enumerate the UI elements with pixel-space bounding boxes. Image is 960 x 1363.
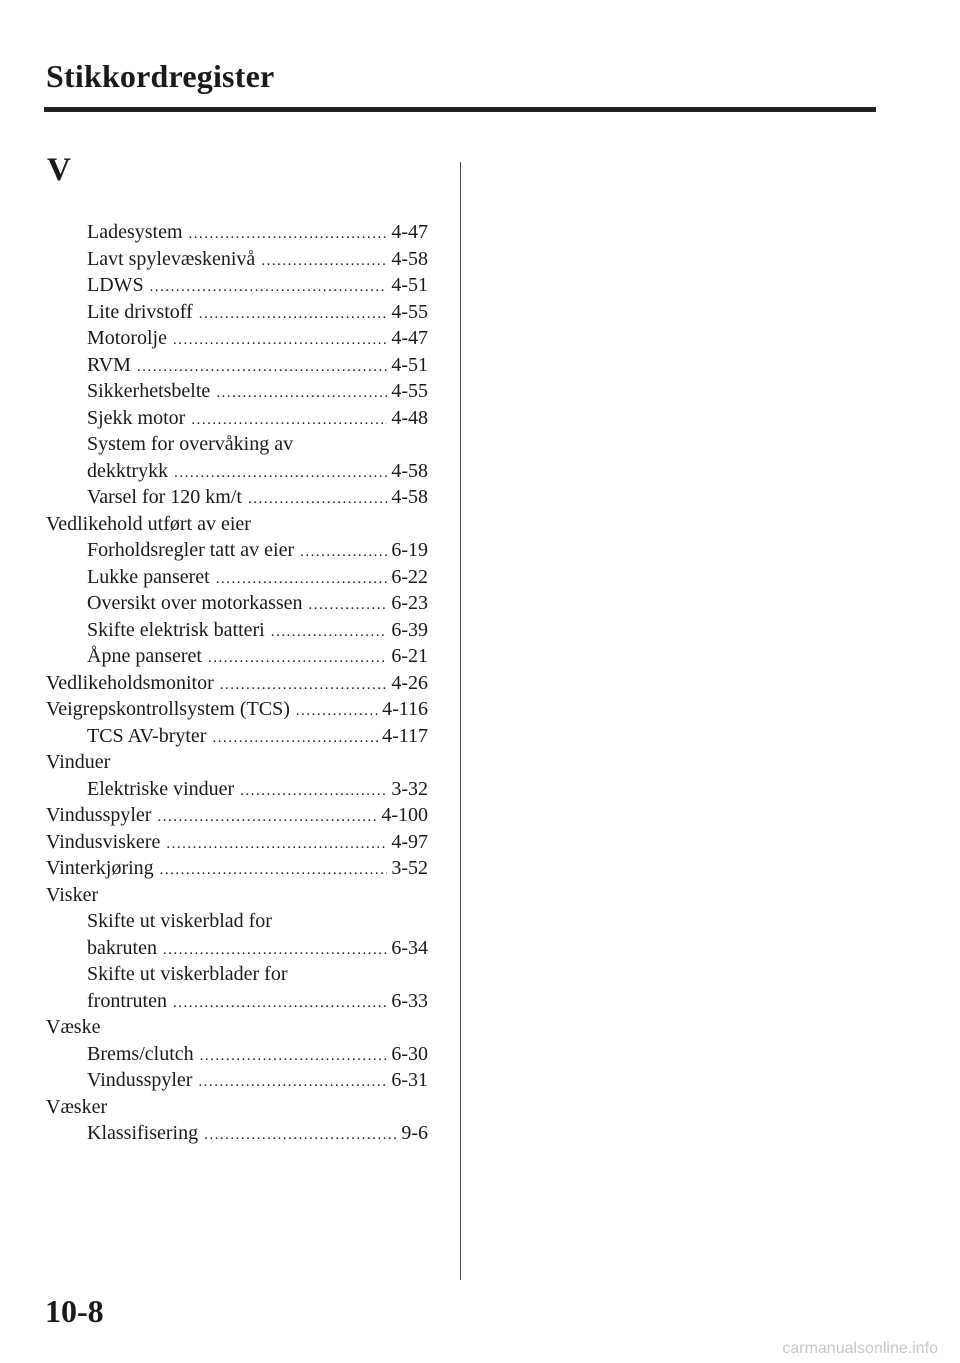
index-entry-label: Skifte elektrisk batteri [87, 618, 265, 641]
index-entry-label: Lite drivstoff [87, 300, 193, 323]
dot-leader [163, 937, 387, 964]
dot-leader [204, 1122, 397, 1149]
index-entry-label: RVM [87, 353, 131, 376]
dot-leader [166, 831, 387, 858]
index-entry-label: Vindusviskere [46, 830, 161, 853]
index-entry-label: Lavt spylevæskenivå [87, 247, 256, 270]
dot-leader [271, 619, 388, 646]
index-entry-page: 6-21 [391, 645, 428, 667]
index-entry-page: 6-30 [391, 1042, 428, 1065]
index-entry-page: 6-33 [391, 989, 428, 1012]
index-entry-page: 4-51 [391, 274, 428, 296]
index-entry-label: Motorolje [87, 327, 167, 349]
index-entry-label: Klassifisering [87, 1122, 199, 1144]
index-entry-label: Væske [46, 1016, 101, 1038]
dot-leader [248, 486, 387, 513]
index-entry [46, 643, 428, 670]
index-entry-page: 6-23 [391, 592, 428, 614]
index-entry-page: 4-51 [391, 353, 428, 376]
index-entry [46, 723, 428, 750]
index-entry-page: 6-22 [391, 565, 428, 588]
index-entry [46, 749, 428, 776]
index-entry-label: Skifte ut viskerblader for [87, 963, 288, 985]
index-entry-page: 4-47 [391, 327, 428, 349]
index-entry-page: 4-58 [391, 486, 428, 508]
index-entry-label: frontruten [87, 989, 167, 1012]
index-entry-label: Elektriske vinduer [87, 777, 235, 800]
index-entry [46, 511, 428, 538]
index-entry-page: 6-31 [391, 1069, 428, 1091]
dot-leader [160, 857, 388, 884]
page-title: Stikkordregister [46, 58, 275, 94]
dot-leader [174, 460, 387, 487]
index-entry [46, 219, 428, 246]
index-entry [46, 855, 428, 882]
page-number: 10-8 [45, 1293, 104, 1329]
index-entry [46, 537, 428, 564]
index-entry-page: 6-34 [391, 936, 428, 959]
index-entry [46, 696, 428, 723]
dot-leader [216, 380, 387, 407]
index-entry-list [46, 219, 428, 1147]
section-letter: V [47, 152, 71, 188]
index-entry-label: Åpne panseret [87, 645, 202, 667]
index-entry [46, 431, 428, 458]
index-entry [46, 908, 428, 935]
dot-leader [189, 221, 388, 248]
index-entry-label: bakruten [87, 936, 157, 959]
index-entry-label: Ladesystem [87, 221, 183, 243]
index-entry [46, 458, 428, 485]
index-entry-label: Vindusspyler [46, 804, 152, 826]
dot-leader [157, 804, 377, 831]
index-entry-page: 4-47 [391, 221, 428, 243]
index-entry [46, 590, 428, 617]
index-entry [46, 802, 428, 829]
dot-leader [191, 407, 387, 434]
index-entry-label: System for overvåking av [87, 433, 294, 455]
index-entry [46, 617, 428, 644]
index-entry [46, 484, 428, 511]
index-entry [46, 325, 428, 352]
index-entry [46, 1094, 428, 1121]
index-entry [46, 352, 428, 379]
watermark: carmanualsonline.info [782, 1340, 938, 1357]
index-entry-page: 4-26 [391, 671, 428, 694]
dot-leader [261, 248, 387, 275]
index-entry [46, 1067, 428, 1094]
index-entry-page: 3-32 [391, 777, 428, 800]
dot-leader [137, 354, 387, 381]
dot-leader [212, 725, 378, 752]
index-entry [46, 299, 428, 326]
dot-leader [240, 778, 387, 805]
index-entry-label: Vinterkjøring [46, 857, 154, 879]
index-entry-label: Skifte ut viskerblad for [87, 910, 272, 932]
index-entry-page: 4-58 [391, 459, 428, 482]
index-entry-label: Forholdsregler tatt av eier [87, 539, 295, 561]
dot-leader [296, 698, 378, 725]
index-entry-page: 4-100 [381, 804, 428, 826]
index-entry [46, 272, 428, 299]
index-entry-label: LDWS [87, 274, 144, 296]
dot-leader [198, 1069, 387, 1096]
index-entry [46, 988, 428, 1015]
dot-leader [208, 645, 387, 672]
dot-leader [200, 1043, 388, 1070]
index-entry-label: Vedlikeholdsmonitor [46, 671, 214, 694]
dot-leader [173, 327, 387, 354]
index-entry-label: Sikkerhetsbelte [87, 380, 211, 402]
index-entry-label: dekktrykk [87, 459, 169, 482]
index-entry-page: 4-55 [391, 380, 428, 402]
index-entry [46, 405, 428, 432]
index-entry [46, 882, 428, 909]
header-rule [44, 107, 876, 112]
index-entry-page: 6-39 [391, 618, 428, 641]
index-entry [46, 1041, 428, 1068]
dot-leader [300, 539, 387, 566]
index-entry-label: Visker [46, 883, 99, 906]
dot-leader [173, 990, 387, 1017]
index-entry-page: 4-48 [391, 406, 428, 429]
index-entry [46, 961, 428, 988]
index-entry [46, 564, 428, 591]
index-entry-label: Oversikt over motorkassen [87, 592, 303, 614]
index-entry-page: 9-6 [401, 1122, 428, 1144]
index-entry-label: Lukke panseret [87, 565, 210, 588]
index-entry-label: Vinduer [46, 751, 111, 773]
index-entry-label: Vindusspyler [87, 1069, 193, 1091]
index-entry-page: 6-19 [391, 539, 428, 561]
index-entry-page: 4-116 [382, 698, 428, 720]
dot-leader [199, 301, 388, 328]
index-entry [46, 1120, 428, 1147]
index-entry [46, 1014, 428, 1041]
index-entry-label: Brems/clutch [87, 1042, 194, 1065]
index-entry-page: 4-58 [391, 247, 428, 270]
index-entry-label: Varsel for 120 km/t [87, 486, 242, 508]
index-entry-page: 4-117 [382, 724, 428, 747]
index-entry-label: Veigrepskontrollsystem (TCS) [46, 698, 290, 720]
index-entry [46, 829, 428, 856]
index-entry [46, 670, 428, 697]
index-entry [46, 246, 428, 273]
dot-leader [216, 566, 388, 593]
dot-leader [150, 274, 388, 301]
dot-leader [220, 672, 388, 699]
index-entry-label: Væsker [46, 1095, 108, 1118]
index-entry-label: TCS AV-bryter [87, 724, 207, 747]
index-entry-label: Vedlikehold utført av eier [46, 512, 251, 535]
column-divider [460, 162, 461, 1280]
index-entry-page: 3-52 [391, 857, 428, 879]
dot-leader [309, 592, 388, 619]
index-entry [46, 776, 428, 803]
index-entry-page: 4-97 [391, 830, 428, 853]
index-entry [46, 935, 428, 962]
index-entry [46, 378, 428, 405]
index-entry-page: 4-55 [391, 300, 428, 323]
index-entry-label: Sjekk motor [87, 406, 186, 429]
